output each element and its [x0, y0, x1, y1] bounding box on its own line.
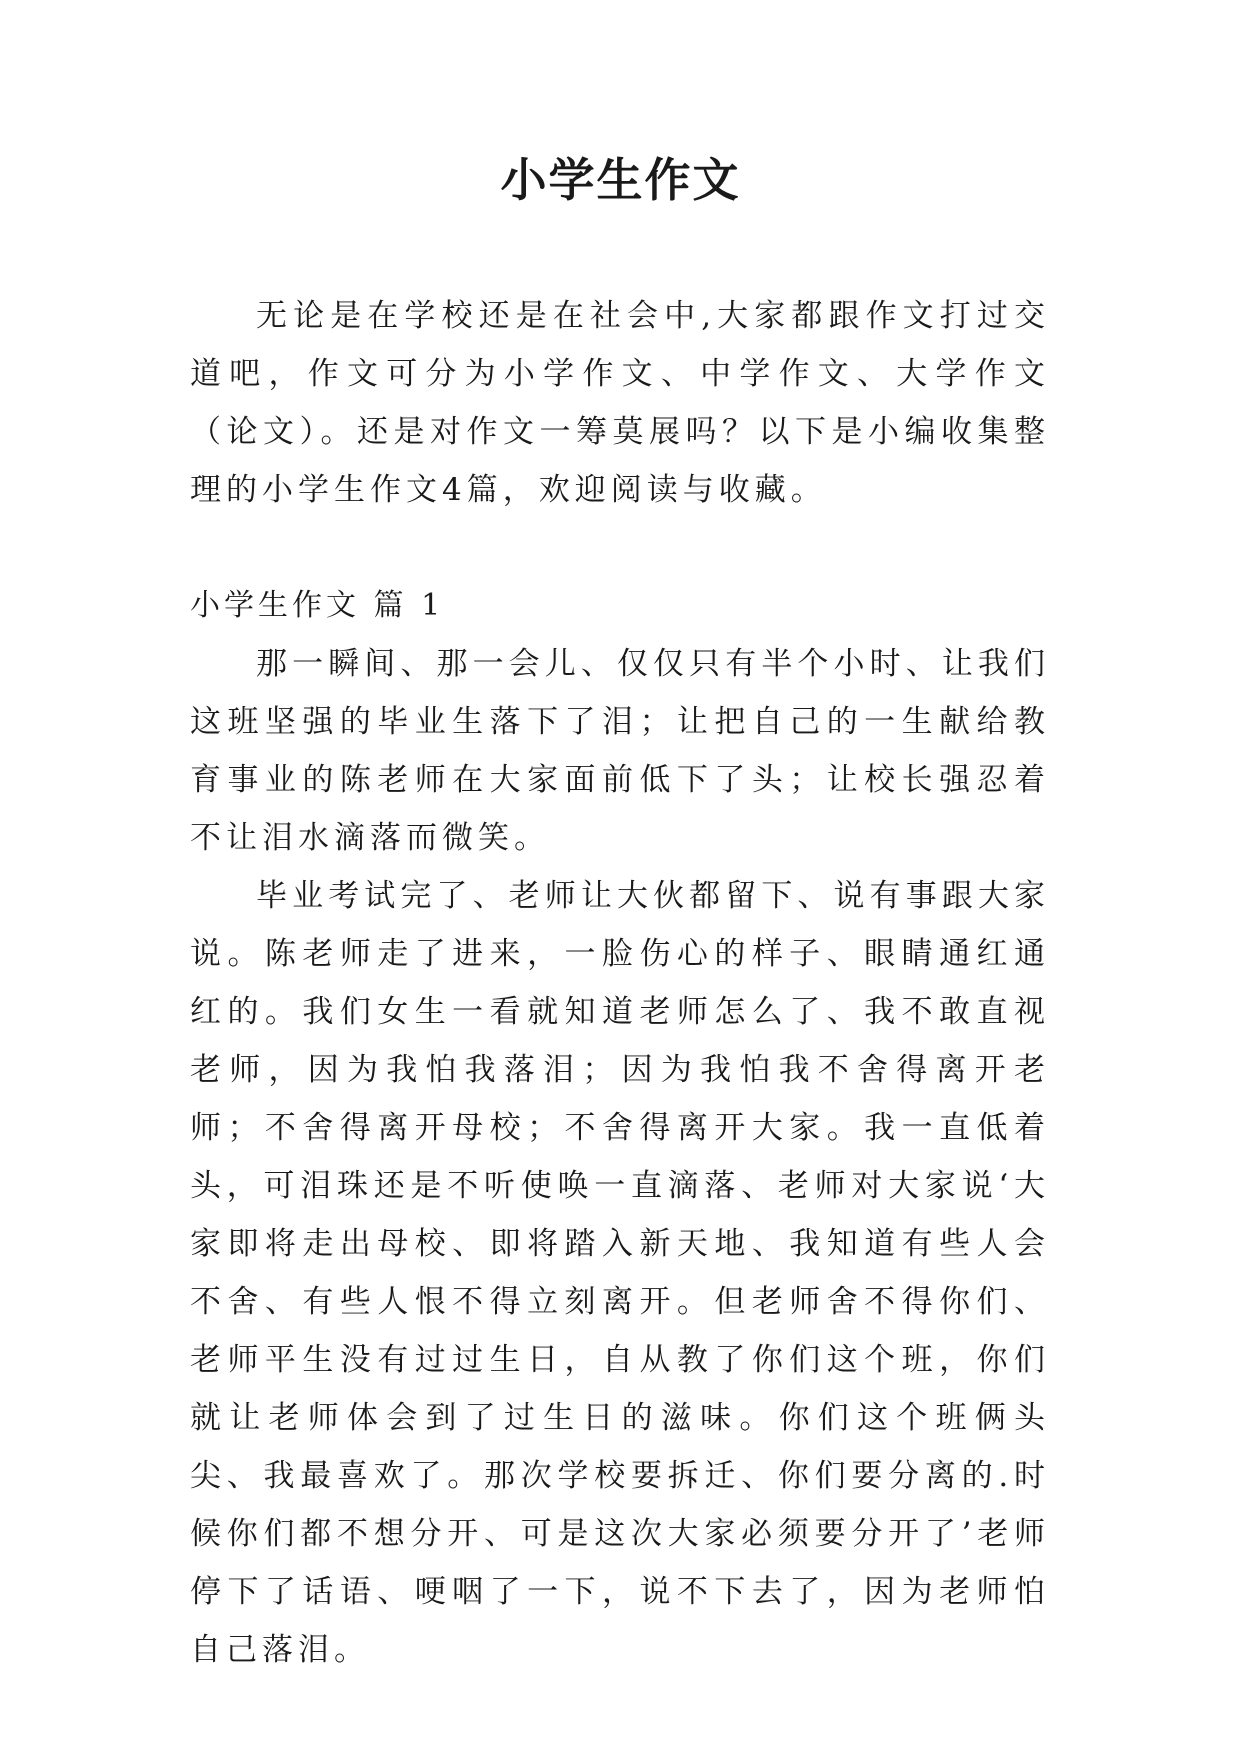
- intro-paragraph: 无论是在学校还是在社会中,大家都跟作文打过交道吧，作文可分为小学作文、中学作文、大学作文（论文）。还是对作文一筹莫展吗？以下是小编收集整理的小学生作文4篇，欢迎阅读与收藏。: [190, 298, 1050, 508]
- essay-paragraph: 毕业考试完了、老师让大伙都留下、说有事跟大家说。陈老师走了进来，一脸伤心的样子、眼睛通红通红的。我们女生一看就知道老师怎么了、我不敢直视老师，因为我怕我落泪；因为我怕我不舍得离开老师；不舍得离开母校；不舍得离开大家。我一直低着头，可泪珠还是不听使唤一直滴落、老师对大家说‘大家即将走出母校、即将踏入新天地、我知道有些人会不舍、有些人恨不得立刻离开。但老师舍不得你们、老师平生没有过过生日，自从教了你们这个班，你们就让老师体会到了过生日的滋味。你们这个班俩头尖、我最喜欢了。那次学校要拆迁、你们要分离的.时候你们都不想分开、可是这次大家必须要分开了’老师停下了话语、哽咽了一下，说不下去了，因为老师怕自己落泪。: [190, 878, 1050, 1668]
- section-heading: 小学生作文 篇 1: [190, 588, 445, 623]
- essay-body: [190, 635, 1050, 1679]
- essay-paragraph: 那一瞬间、那一会儿、仅仅只有半个小时、让我们这班坚强的毕业生落下了泪；让把自己的一生献给教育事业的陈老师在大家面前低下了头；让校长强忍着不让泪水滴落而微笑。: [190, 646, 1050, 856]
- document-title: 小学生作文: [500, 153, 741, 207]
